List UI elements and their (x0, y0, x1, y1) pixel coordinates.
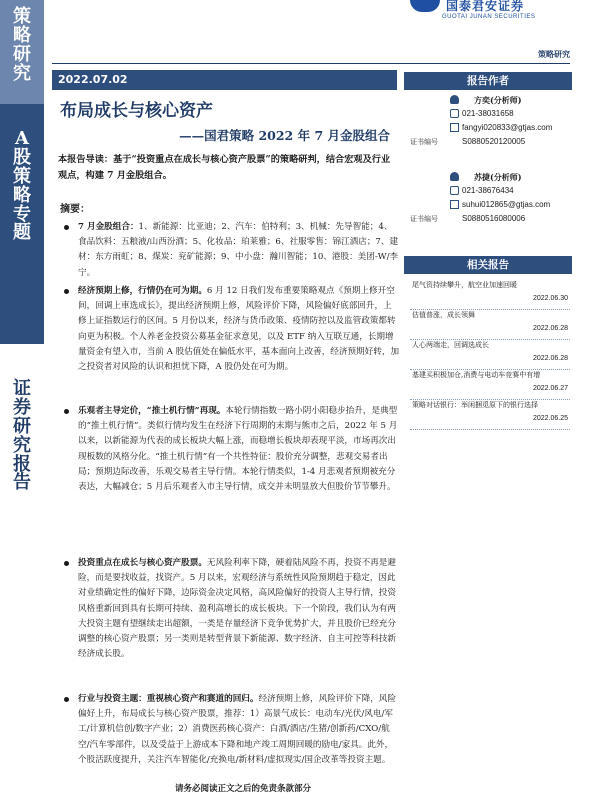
related-heading: 相关报告 (404, 256, 572, 274)
related-report-title[interactable]: 尾气资持续攀升，航空业加速回暖 (412, 281, 517, 289)
summary-item: 乐观者主导定价，“推土机行情”再现。本轮行情指数一路小阴小阳稳步抬升，是典型的“推土机行情”。类似行情均发生在经济下行周期的末期与熊市之后，2022 年 5 月以来，以新能源为代表的成长板块大幅上涨，而稳增长板块却表现平淡，市场再次出现板数的风格分化。“推土机行情”有一个共性特征：股价充分调整，悲观交易者出局；预期边际改善，乐观交易者主导行情。本轮行情类似，1-4 月悲观者预期被充分表达，大幅减仓；5 月后乐观者入市主导行情，成交并未明显放大但股价节节攀升。 (60, 404, 400, 548)
page-subtitle: ——国君策略 2022 年 7 月金股组合 (179, 128, 390, 143)
summary-item: 经济预期上修，行情仍在可为期。6 月 12 日我们发布重要策略观点《预期上修开空间，回调上車选成长》，提出经济预期上修，风险评价下降，风险偏好底部回升，上修上证指数运行的区间。5 月份以来，经济与货币政策、疫情防控以及监管政策都转向更为积极。个人养老金投资公募基金征求意见，以及 ETF 纳入互联互通，长期增量资金有望入市，当前 A 股估值处在偏低水平，基本面向上改善，经济预期好转，加之投资者对风险的认识和担忧下降，A 股仍处在可为期。 (60, 284, 400, 396)
related-report-title[interactable]: 基建买积极加仓,消费与电动车竞赛中有增 (412, 371, 541, 379)
summary-item: 投资重点在成长与核心资产股票。无风险利率下降，硬着陆风险不再，投资不再是避险，而是要找收益，找资产。5 月以来，宏观经济与系统性风险预期趋于稳定，因此对业绩确定性的偏好下降，边际资金决定风格，高风险偏好的投资人主导行情，投资风格重新回到具有长期可持续、盈利高增长的成长板块。下一个阶段，我们认为有两大投资主题有望继续走出超额，一类是存量经济下竞争优势扩大，并且股价已经充分调整的核心资产股票；另一类则是转型背景下新能源、数字经济、自主可控等科技新经济成长股。 (60, 556, 400, 684)
related-report-date: 2022.06.28 (532, 355, 568, 362)
related-report-title[interactable]: 策略对话银行：举闲捆觅原下的银行选择 (412, 401, 538, 409)
related-report-item[interactable] (410, 340, 570, 370)
summary-label: 摘要： (60, 204, 90, 215)
summary-item: 行业与投资主题：重视核心资产和赛道的回归。经济预期上修，风险评价下降，风险偏好上升，布局成长与核心资产股票，推荐：1）高景气成长：电动车/光伏/风电/军工/计算机信创/数字产业；2）消费医药核心资产：白酒/酒店/生猪/创新药/CXO/航空/汽车零部件，以及受益于上游成本下降和地产竣工周期回暖的励电/家具。此外，个股活跃度提升，关注汽车智能化/充换电/新材料/虚拟现实/国企改革等投资主题。 (60, 692, 400, 800)
person-icon (450, 95, 459, 104)
related-report-title[interactable]: 估值普涨，成长领舞 (412, 311, 475, 319)
phone-icon (450, 186, 459, 195)
disclaimer-footer: 请务必阅读正文之后的免责条款部分 (175, 784, 312, 794)
related-report-item[interactable] (410, 400, 570, 430)
analyst-phone: 021-38676434 (462, 186, 514, 195)
related-reports-list (410, 280, 570, 430)
phone-icon (450, 109, 459, 118)
logo-mark-icon (410, 0, 440, 12)
report-type-label: 策略研究 (538, 49, 570, 59)
guide-label: 本报告导读： (58, 154, 114, 165)
analyst-email[interactable]: fangyi020833@gtjas.com (462, 123, 553, 132)
related-report-date: 2022.06.30 (532, 295, 568, 302)
authors-heading: 报告作者 (404, 72, 572, 90)
analyst-phone: 021-38031658 (462, 109, 514, 118)
related-report-item[interactable] (410, 370, 570, 400)
sidebar-text-topic: A 股 策 略 专 题 (13, 128, 31, 244)
date-bar (52, 70, 397, 90)
related-report-date: 2022.06.25 (532, 415, 568, 422)
sidebar-text-research: 策 略 研 究 (13, 6, 31, 84)
related-report-item[interactable] (410, 280, 570, 310)
analyst-cert: S0880516080006 (462, 214, 526, 223)
logo-text-en: GUOTAI JUNAN SECURITIES (442, 14, 536, 20)
analyst-card (410, 170, 570, 226)
summary-item: 7 月金股组合：1、新能源：比亚迪；2、汽车：伯特利；3、机械：先导智能；4、食品饮料：五粮液/山西汾酒；5、化妆品：珀莱雅；6、社服零售：锦江酒店；7、建材：东方雨虹；8、煤炭：兖矿能源；9、中小盘：瀚川智能；10、港股：美团-W/李宁。 (60, 220, 400, 276)
cert-label: 证书编号 (410, 138, 438, 146)
analyst-cert: S0880520120005 (462, 137, 526, 146)
report-date: 2022.07.02 (58, 73, 128, 86)
sidebar-text-report: 证 券 研 究 报 告 (13, 378, 31, 494)
cert-label: 证书编号 (410, 215, 438, 223)
related-report-date: 2022.06.27 (532, 385, 568, 392)
report-guide (58, 152, 398, 184)
related-report-date: 2022.06.28 (532, 325, 568, 332)
analyst-card (410, 93, 570, 149)
page-title: 布局成长与核心资产 (60, 101, 213, 121)
left-sidebar (0, 0, 44, 800)
analyst-name: 苏捷(分析师) (474, 172, 522, 182)
related-report-title[interactable]: 人心两端走，回调选成长 (412, 341, 489, 349)
logo-text-cn: 国泰君安证券 (446, 0, 525, 13)
person-icon (450, 172, 459, 181)
mail-icon (450, 123, 459, 132)
analyst-email[interactable]: suhui012865@gtjas.com (462, 200, 551, 209)
related-report-item[interactable] (410, 310, 570, 340)
summary-list (60, 212, 400, 800)
analyst-name: 方奕(分析师) (474, 95, 522, 105)
header-divider (52, 63, 570, 64)
guide-text: 基于“投资重点在成长与核心资产股票”的策略研判，结合宏观及行业观点，构建 7 月金股组合。 (58, 154, 391, 181)
mail-icon (450, 200, 459, 209)
